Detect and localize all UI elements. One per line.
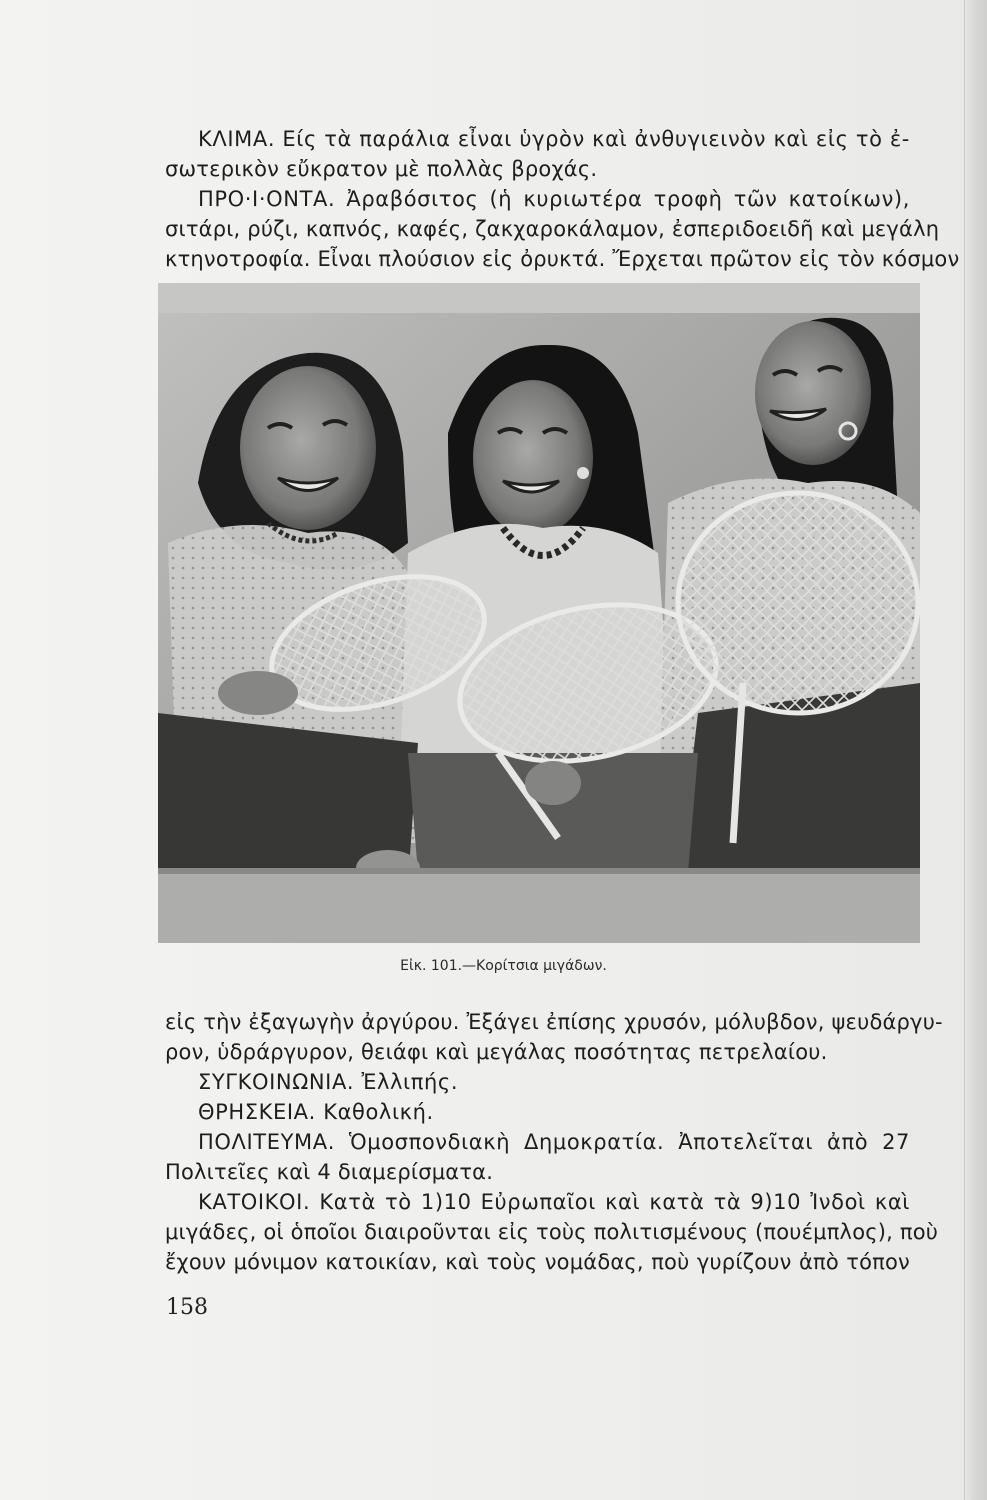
inhabitants-line-2: μιγάδες, οἱ ὁποῖοι διαιροῦνται εἰς τοὺς πολιτισμένους (πουέμπλος), ποὺ bbox=[165, 1220, 939, 1244]
page-edge-shadow bbox=[964, 0, 987, 1500]
products-line-2: σιτάρι, ρύζι, καπνός, καφές, ζακχαροκάλαμον, ἐσπεριδοειδῆ καὶ μεγάλη bbox=[165, 217, 940, 241]
government-line-1: ΠΟΛΙΤΕΥΜΑ. Ὁμοσπονδιακὴ Δημοκρατία. Ἀποτελεῖται ἀπὸ 27 bbox=[198, 1130, 910, 1154]
inhabitants-line-1: ΚΑΤΟΙΚΟΙ. Κατὰ τὸ 1)10 Εὐρωπαῖοι καὶ κατὰ τὰ 9)10 Ἰνδοὶ καὶ bbox=[198, 1190, 910, 1214]
bottom-paragraphs bbox=[165, 1007, 943, 1277]
inhabitants-line-3: ἔχουν μόνιμον κατοικίαν, καὶ τοὺς νομάδας, ποὺ γυρίζουν ἀπὸ τόπον bbox=[165, 1250, 910, 1274]
government-line-2: Πολιτεῖες καὶ 4 διαμερίσματα. bbox=[165, 1160, 494, 1184]
climate-line-1: ΚΛΙΜΑ. Είς τὰ παράλια εἶναι ὑγρὸν καὶ ἀνθυγιεινὸν καὶ εἰς τὸ ἐ- bbox=[198, 127, 910, 151]
top-paragraphs bbox=[165, 124, 960, 274]
photo-figure bbox=[158, 283, 920, 943]
exports-line-2: ρον, ὑδράργυρον, θειάφι καὶ μεγάλας ποσότητας πετρελαίου. bbox=[165, 1040, 828, 1064]
religion-line: ΘΡΗΣΚΕΙΑ. Καθολική. bbox=[198, 1100, 434, 1124]
photo-three-girls-image bbox=[158, 283, 920, 943]
products-line-1: ΠΡΟ·Ι·ΟΝΤΑ. Ἀραβόσιτος (ἡ κυριωτέρα τροφὴ τῶν κατοίκων), bbox=[198, 187, 910, 211]
products-line-3: κτηνοτροφία. Εἶναι πλούσιον εἰς ὀρυκτά. Ἔρχεται πρῶτον εἰς τὸν κόσμον bbox=[165, 247, 960, 271]
communication-line: ΣΥΓΚΟΙΝΩΝΙΑ. Ἐλλιπής. bbox=[198, 1070, 459, 1094]
figure-caption: Εἰκ. 101.—Κορίτσια μιγάδων. bbox=[400, 958, 607, 974]
page-number: 158 bbox=[166, 1295, 208, 1320]
climate-line-2: σωτερικὸν εὔκρατον μὲ πολλὰς βροχάς. bbox=[165, 157, 598, 181]
exports-line-1: εἰς τὴν ἐξαγωγὴν ἀργύρου. Ἐξάγει ἐπίσης χρυσόν, μόλυβδον, ψευδάργυ- bbox=[165, 1010, 943, 1034]
